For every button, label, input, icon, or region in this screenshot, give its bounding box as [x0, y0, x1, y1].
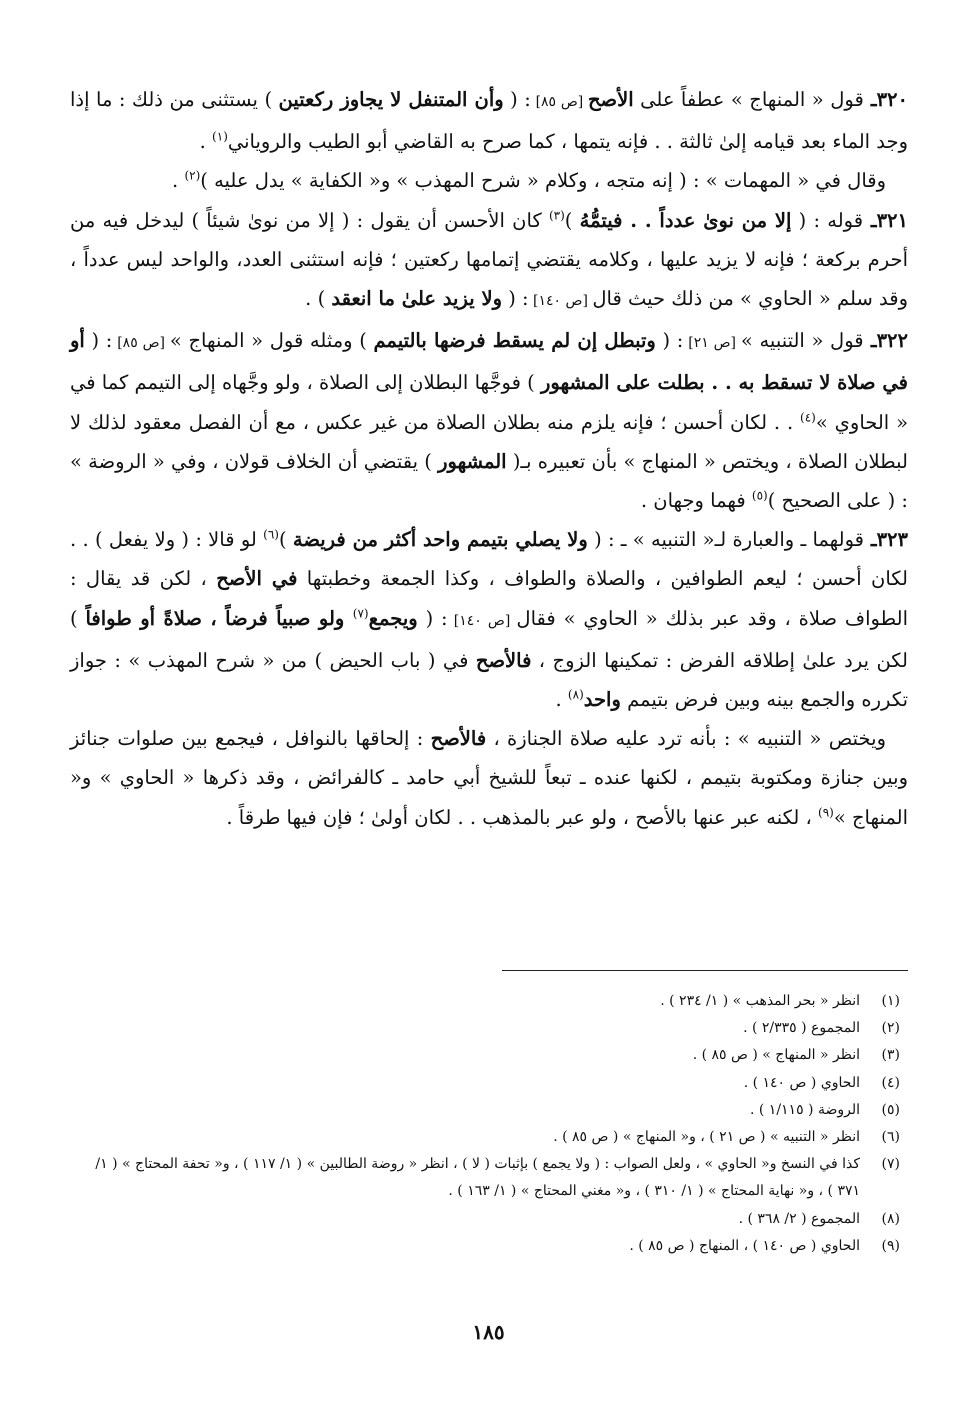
- text-run: : إلحاقها بالنوافل ، فيجمع بين صلوات جنائز وبين جنازة ومكتوبة بتيمم ، لكنها عنده ـ تبعاً للشيخ أبي حامد ـ كالفرائض ، وقد ذكرها « الحاوي » و« المنهاج »: [70, 727, 908, 829]
- bold-text: وأن المتنفل لا يجاوز ركعتين: [278, 88, 504, 111]
- footnote-text: انظر « التنبيه » ( ص ٢١ ) ، و« المنهاج » ( ص ٨٥ ) .: [553, 1129, 860, 1146]
- footnotes: [70, 988, 908, 1260]
- text-run: .: [172, 169, 185, 193]
- footnote-text: الحاوي ( ص ١٤٠ ) ، المنهاج ( ص ٨٥ ) .: [629, 1237, 860, 1254]
- text-run: قولهما ـ والعبارة لـ« التنبيه » ـ : (: [587, 528, 864, 552]
- text-run: قول « المنهاج » عطفاً على: [633, 88, 864, 111]
- text-run: [ص ١٤٠]: [447, 612, 517, 629]
- paragraph-p323: [70, 520, 908, 719]
- text-run: : (: [655, 329, 684, 353]
- footnote-ref: (٢): [184, 168, 201, 183]
- text-run: ، لكنه عبر عنها بالأصح ، ولو عبر بالمذهب . . لكان أولىٰ ؛ فإن فيها طرقاً .: [226, 805, 818, 829]
- footnote-ref: (٧): [352, 606, 369, 621]
- bold-text: فالأصح: [430, 727, 487, 751]
- paragraph-p320: [70, 80, 908, 161]
- text-run: : (: [502, 287, 529, 311]
- footnote-number: (٨): [881, 1210, 900, 1227]
- text-run: [ص ٨٥]: [112, 335, 170, 352]
- text-run: . . لكان أحسن ؛ فإنه يلزم منه بطلان الصلاة من غير عكس ، مع أن الفصل معقود لذلك لا لبطلان الصلاة ، ويختص « المنهاج » بأن تعبيره بـ(: [70, 410, 908, 473]
- text-run: قوله : (: [791, 208, 864, 232]
- text-run: : (: [417, 606, 448, 630]
- text-run: ): [278, 528, 293, 552]
- main-text: [70, 80, 908, 837]
- footnote: [70, 1233, 908, 1260]
- bold-text: ٣٢٠ـ: [863, 88, 908, 111]
- paragraph-p322: [70, 321, 908, 520]
- footnote-ref: (٥): [751, 488, 768, 503]
- footnote: [70, 988, 908, 1015]
- footnote: [70, 1015, 908, 1042]
- footnote-number: (١): [881, 993, 900, 1009]
- bold-text: ولا يزيد علىٰ ما انعقد: [331, 287, 502, 311]
- footnote-number: (٧): [881, 1156, 900, 1173]
- text-run: فهما وجهان .: [640, 489, 752, 513]
- footnote-ref: (٨): [567, 687, 584, 702]
- paragraph-p321: [70, 201, 908, 322]
- text-run: ) لكن يرد علىٰ إطلاقه الفرض : تمكينها الزوج ،: [70, 606, 908, 672]
- text-run: [ص ٨٥]: [530, 94, 588, 110]
- bold-text: واحد: [583, 688, 621, 712]
- paragraph-p323b: [70, 719, 908, 837]
- footnote: [70, 1097, 908, 1124]
- bold-text: ٣٢١ـ: [863, 208, 908, 232]
- bold-text: فالأصح: [475, 648, 532, 672]
- bold-text: ولا يصلي بتيمم واحد أكثر من فريضة: [292, 528, 588, 552]
- footnote-ref: (٦): [263, 527, 279, 542]
- footnote-text: المجموع ( ٢/ ٣٦٨ ) .: [738, 1210, 860, 1227]
- footnote-text: انظر « المنهاج » ( ص ٨٥ ) .: [692, 1047, 860, 1064]
- bold-text: إلا من نوىٰ عدداً . . فيتمُّهُ: [579, 208, 792, 232]
- text-run: لو قالا : ( ولا يفعل ) . . لكان أحسن ؛ ليعم الطوافين ، والصلاة والطواف ، وكذا الجمعة وخطبتها: [70, 528, 908, 591]
- footnote: [70, 1206, 908, 1233]
- footnote-number: (٦): [881, 1129, 900, 1146]
- footnote-number: (٩): [881, 1237, 900, 1254]
- text-run: : (: [503, 88, 531, 111]
- text-run: ، لكن قد يقال : الطواف صلاة ، وقد عبر بذلك « الحاوي » فقال: [70, 567, 908, 630]
- text-run: ) فوجَّها البطلان إلى الصلاة ، ولو وجَّهاه إلى التيمم كما في « الحاوي »: [70, 371, 909, 434]
- text-run: [ص ٢١]: [683, 335, 741, 352]
- text-run: كان الأحسن أن يقول : ( إلا من نوىٰ شيئاً ) ليدخل فيه من أحرم بركعة ؛ فإنه لا يزيد عليها ، وكلامه يقتضي إتمامها ركعتين ؛ فإنه استثنى العدد، والواحد ليس عدداً ، وقد سلم « الحاوي » من ذلك حيث قال: [70, 208, 908, 311]
- footnote-number: (٢): [881, 1020, 900, 1037]
- bold-text: ٣٢٣ـ: [863, 528, 908, 552]
- text-run: .: [555, 688, 568, 712]
- bold-text: ولو صبياً فرضاً ، صلاةً أو طوافاً: [85, 606, 353, 630]
- text-run: ويختص « التنبيه » : بأنه ترد عليه صلاة الجنازة ،: [486, 727, 886, 751]
- page-number: ١٨٥: [472, 1320, 505, 1344]
- text-run: [ص ١٤٠]: [528, 293, 593, 310]
- footnote-text: المجموع ( ٢/٣٣٥ ) .: [743, 1020, 860, 1037]
- bold-text: الأصح: [587, 88, 634, 111]
- text-run: ) يستثنى من ذلك : ما إذا وجد الماء بعد قيامه إلىٰ ثالثة . . فإنه يتمها ، كما صرح به القاضي أبو الطيب والروياني: [70, 88, 908, 154]
- text-run: ) .: [305, 287, 332, 311]
- bold-text: في الأصح: [216, 567, 298, 591]
- bold-text: أو في صلاة لا تسقط به . . بطلت على المشهور: [70, 329, 908, 395]
- text-run: ) يقتضي أن الخلاف قولان ، وفي « الروضة » : ( على الصحيح ): [70, 449, 908, 513]
- footnote-number: (٥): [881, 1101, 900, 1118]
- footnote-ref: (٣): [548, 208, 565, 223]
- paragraph-p320b: [70, 161, 908, 200]
- text-run: ): [564, 208, 580, 232]
- text-run: ) ومثله قول « المنهاج »: [169, 329, 374, 353]
- footnote-text: كذا في النسخ و« الحاوي » ، ولعل الصواب : ( ولا يجمع ) بإثبات ( لا ) ، انظر « روضة الطالبين » ( ١/ ١١٧ ) ، و« تحفة المحتاج » ( ١/ ٣٧١ ) ، و« نهاية المحتاج » ( ١/ ٣١٠ ) ، و« مغني المحتاج » ( ١/ ١٦٣ ) .: [95, 1156, 860, 1200]
- footnote: [70, 1042, 908, 1069]
- bold-text: المشهور: [438, 449, 507, 473]
- text-run: وقال في « المهمات » : ( إنه متجه ، وكلام « شرح المهذب » و« الكفاية » يدل عليه ): [200, 169, 886, 193]
- footnote-ref: (٩): [818, 805, 834, 820]
- footnote-separator: [502, 970, 908, 971]
- footnote-number: (٣): [881, 1047, 900, 1064]
- bold-text: ويجمع: [368, 606, 418, 630]
- footnote: [70, 1124, 908, 1151]
- footnote-ref: (١): [212, 129, 228, 144]
- text-run: في ( باب الحيض ) من « شرح المهذب » : جواز تكرره والجمع بينه وبين فرض بتيمم: [70, 648, 908, 712]
- footnote-text: انظر « بحر المذهب » ( ١/ ٢٣٤ ) .: [660, 993, 860, 1009]
- footnote-number: (٤): [881, 1074, 900, 1091]
- text-run: : (: [84, 329, 113, 353]
- footnote: [70, 1151, 908, 1205]
- text-run: .: [199, 130, 213, 154]
- footnote-ref: (٤): [800, 410, 816, 425]
- footnote-text: الحاوي ( ص ١٤٠ ) .: [743, 1074, 860, 1091]
- bold-text: وتبطل إن لم يسقط فرضها بالتيمم: [373, 329, 656, 353]
- footnote-text: الروضة ( ١/١١٥ ) .: [749, 1101, 860, 1118]
- text-run: قول « التنبيه »: [740, 329, 864, 353]
- bold-text: ٣٢٢ـ: [863, 329, 908, 353]
- footnote: [70, 1070, 908, 1097]
